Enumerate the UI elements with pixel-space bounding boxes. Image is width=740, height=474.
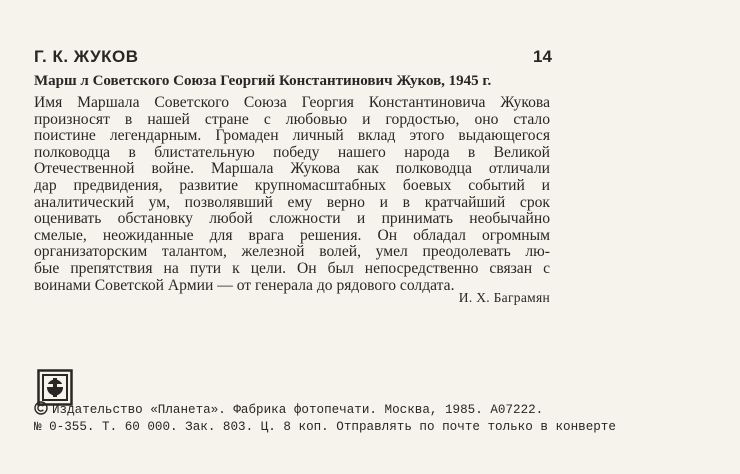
body-text — [34, 95, 550, 294]
subtitle: Марш л Советского Союза Георгий Константинович Жуков, 1945 г. — [34, 73, 492, 89]
imprint-line-1 — [34, 401, 552, 419]
body-line: бые препятствия на пути к цели. Он был непосредственно связан с — [34, 259, 550, 277]
body-line: воинами Советской Армии — от генерала до рядового солдата. — [34, 276, 455, 294]
body-line: поистине легендарным. Громаден личный вклад этого выдающегося — [34, 127, 550, 145]
body-line: дар предвидения, развитие крупномасштабных боевых событий и — [34, 176, 550, 194]
header-name: Г. К. ЖУКОВ — [34, 47, 139, 66]
body-line: организаторским талантом, железной волей, умел преодолевать лю- — [34, 243, 550, 261]
signature: И. Х. Баграмян — [458, 290, 550, 305]
imprint-line-2: № 0-355. Т. 60 000. Зак. 803. Ц. 8 коп. Отправлять по почте только в конверте — [34, 420, 616, 434]
body-line: оценивать обстановку любой сложности и принимать необычайно — [34, 210, 550, 228]
body-line: аналитический ум, позволявший ему верно и в кратчайший срок — [34, 193, 550, 211]
body-line: смелые, неожиданные для врага решения. Он обладал огромным — [34, 226, 550, 244]
body-line: произносят в нашей стране с любовью и гордостью, оно стало — [34, 110, 550, 128]
imprint-text-1: Издательство «Планета». Фабрика фотопечати. Москва, 1985. А07222. — [52, 403, 544, 417]
body-line: полководца в блистательную победу нашего народа в Великой — [34, 143, 550, 161]
body-line: Отечественной войне. Маршала Жукова как полководца отличали — [34, 160, 550, 178]
imprint — [34, 401, 616, 436]
page-number: 14 — [533, 47, 552, 66]
copyright-icon — [34, 401, 48, 415]
body-line: Имя Маршала Советского Союза Георгия Константиновича Жукова — [34, 94, 550, 111]
